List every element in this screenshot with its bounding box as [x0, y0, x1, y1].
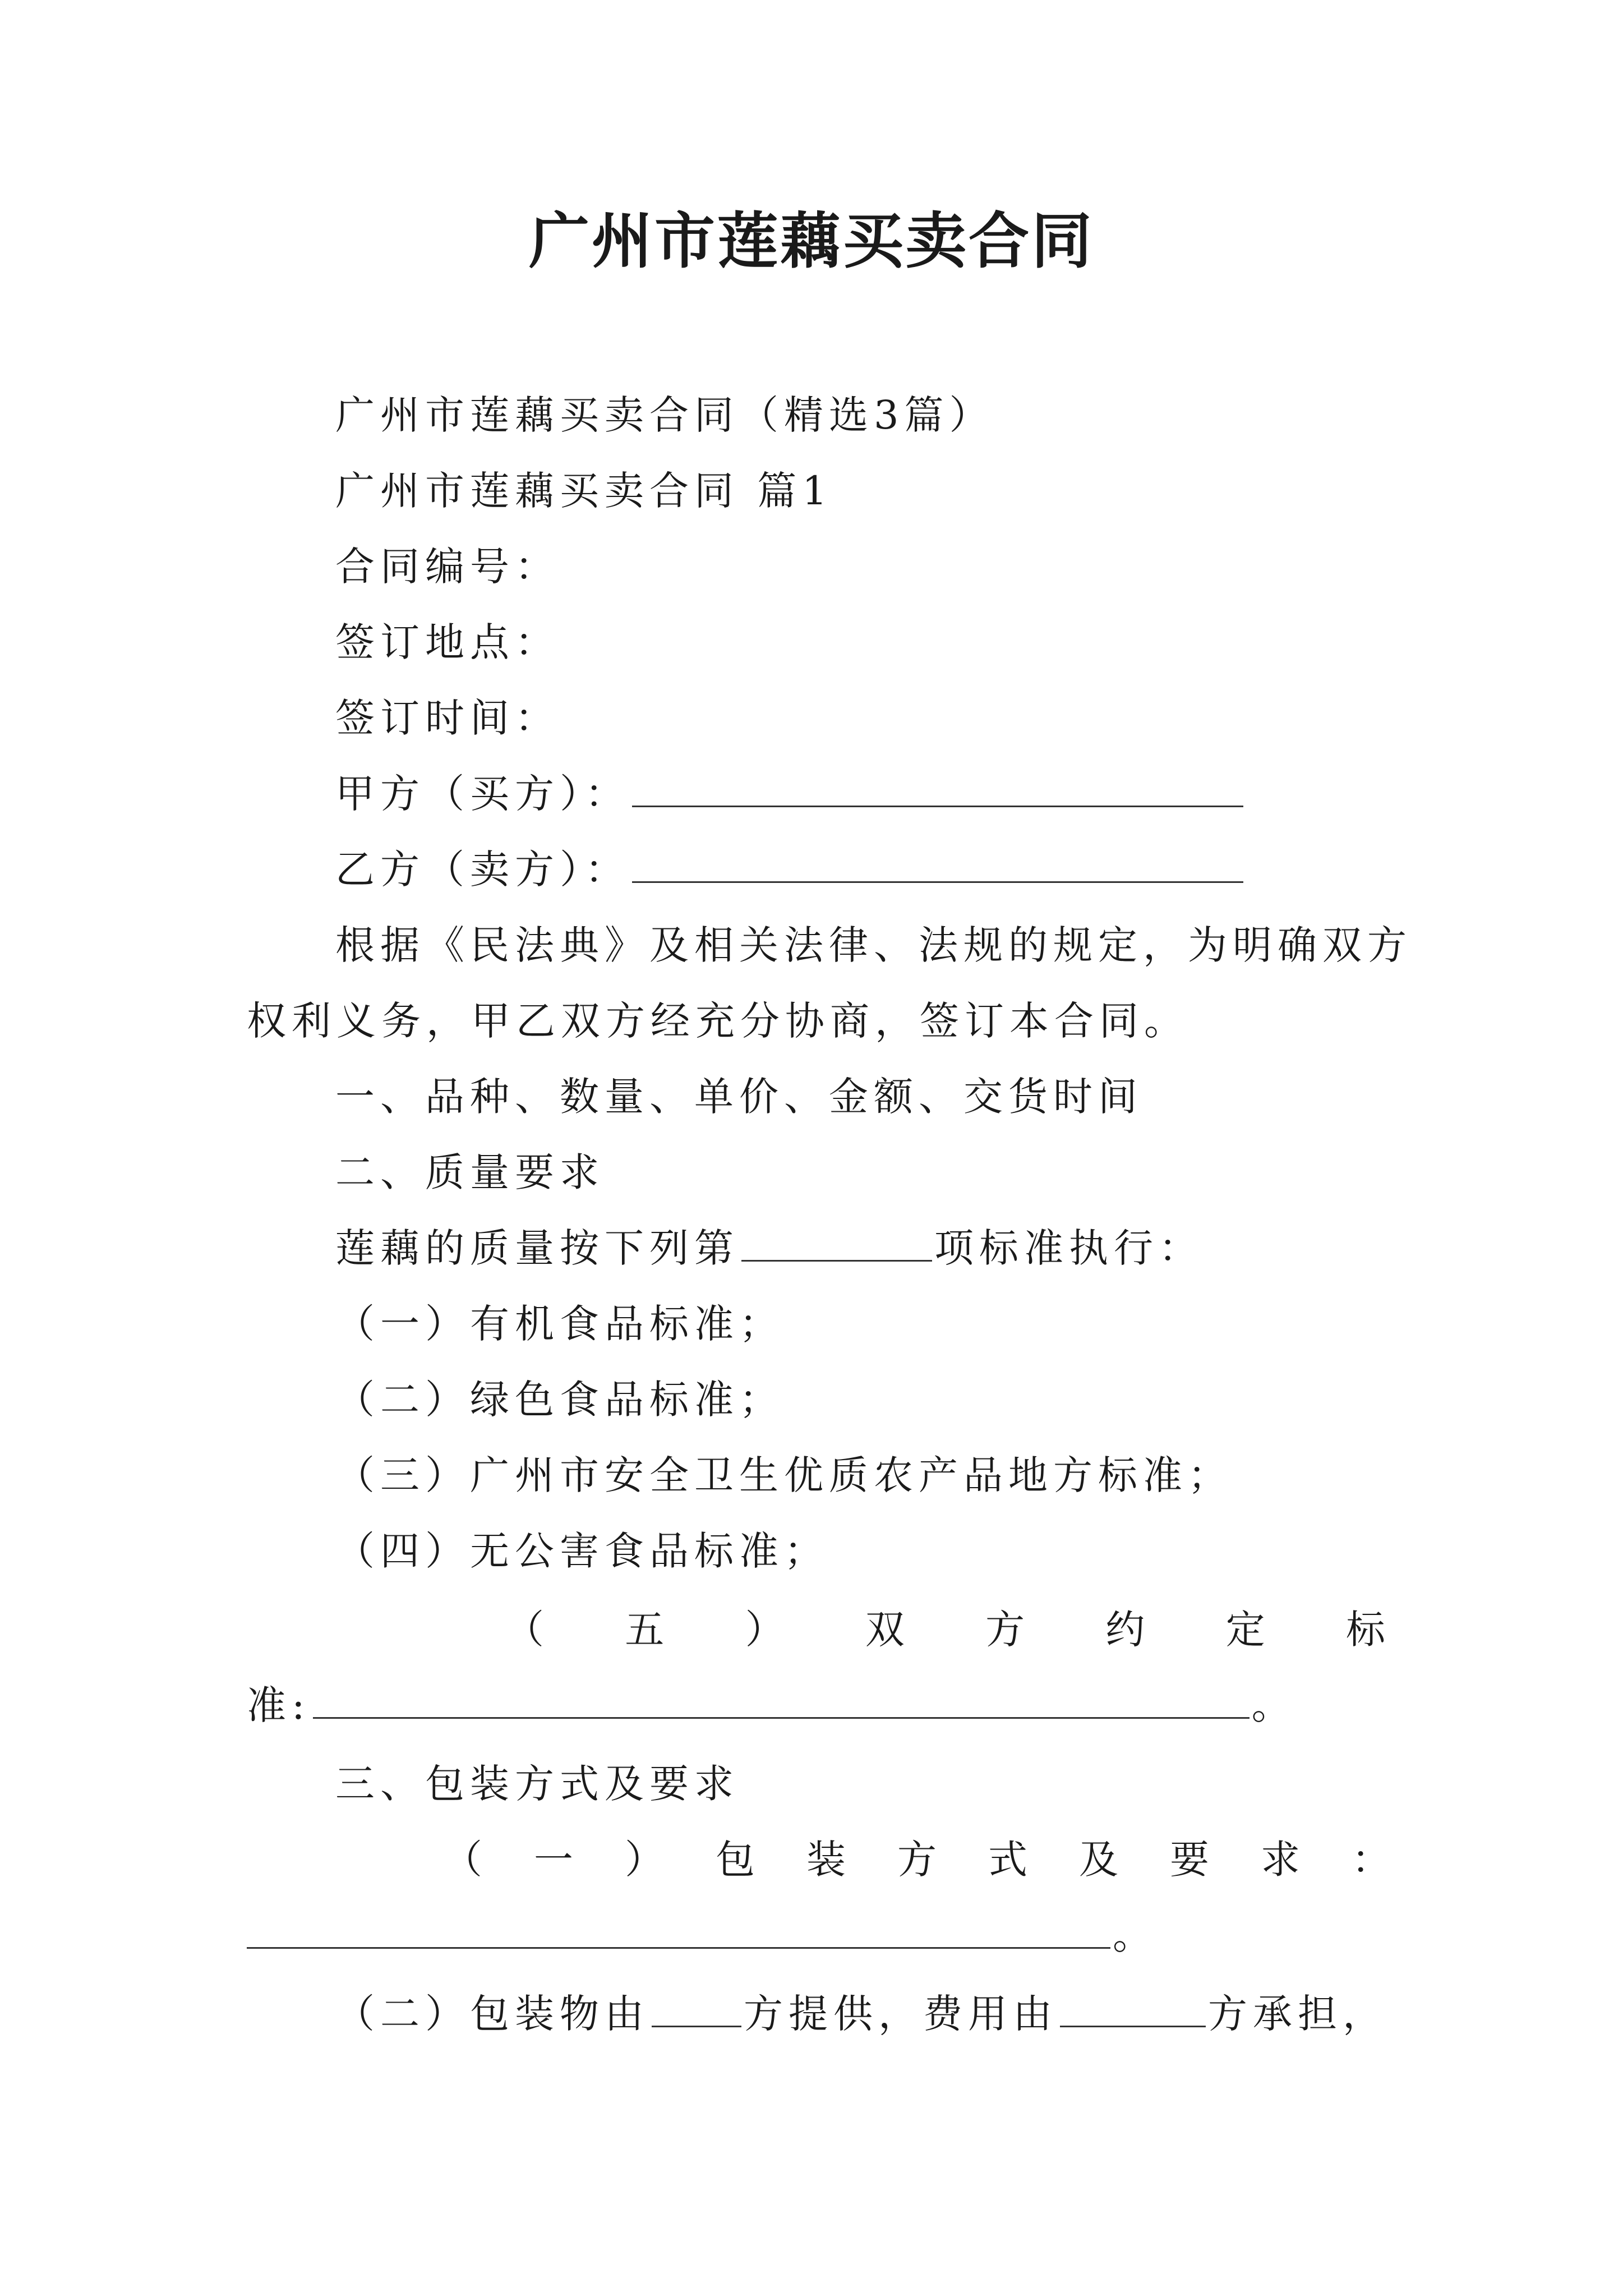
packaging-2-row — [335, 1986, 1387, 2042]
party-a-row — [335, 766, 1246, 822]
pack1-char: ： — [1352, 1837, 1391, 1883]
std5-char: 五 — [625, 1607, 665, 1653]
standard-5-spread-line — [505, 1602, 1385, 1658]
pack1-char: 及 — [1079, 1837, 1118, 1883]
std5-char: 定 — [1225, 1607, 1265, 1653]
standard-2: （二）绿色食品标准； — [335, 1377, 784, 1423]
document-title: 广州市莲藕买卖合同 — [528, 206, 1094, 277]
standard-3: （三）广州市安全卫生优质农产品地方标准； — [335, 1452, 1233, 1498]
pack1-char: 式 — [988, 1837, 1027, 1883]
intro-line-2: 权利义务，甲乙双方经充分协商，签订本合同。 — [247, 998, 1189, 1044]
std5-char: 标 — [1345, 1607, 1385, 1653]
section-3-heading: 三、包装方式及要求 — [335, 1761, 739, 1807]
part-heading: 广州市莲藕买卖合同 篇1 — [335, 468, 833, 514]
std5-char: 方 — [985, 1607, 1025, 1653]
section-1-heading: 一、品种、数量、单价、金额、交货时间 — [335, 1074, 1143, 1120]
pack2-text-post: 方承担， — [1208, 1991, 1387, 2037]
std5-char: ） — [745, 1607, 785, 1653]
std5-char: 约 — [1105, 1607, 1145, 1653]
pack2-text-pre: （二）包装物由 — [335, 1991, 649, 2037]
packaging-provider-blank — [652, 1986, 741, 2027]
quality-text-post: 项标准执行： — [934, 1225, 1204, 1271]
packaging-1-continuation — [247, 1907, 1158, 1963]
standard-4: （四）无公害食品标准； — [335, 1528, 829, 1574]
contract-number-label: 合同编号： — [335, 544, 560, 590]
party-b-blank — [632, 842, 1243, 883]
std5-char: （ — [505, 1607, 544, 1653]
std5-cont-text: 准: — [247, 1682, 311, 1728]
quality-text-pre: 莲藕的质量按下列第 — [335, 1225, 739, 1271]
subtitle: 广州市莲藕买卖合同（精选3篇） — [335, 392, 994, 438]
party-a-label: 甲方（买方）： — [335, 771, 630, 817]
sign-time-label: 签订时间： — [335, 695, 560, 741]
agreed-standard-blank — [313, 1678, 1249, 1719]
intro-line-1: 根据《民法典》及相关法律、法规的规定，为明确双方 — [335, 922, 1412, 968]
pack1-char: 一 — [534, 1837, 573, 1883]
party-b-label: 乙方（卖方）： — [335, 846, 630, 892]
pack2-text-mid: 方提供，费用由 — [744, 1991, 1058, 2037]
pack1-char: 包 — [716, 1837, 755, 1883]
quality-standard-row — [335, 1220, 1204, 1276]
standard-5-continuation — [247, 1677, 1297, 1733]
party-a-blank — [632, 766, 1243, 807]
standard-1: （一）有机食品标准； — [335, 1301, 784, 1347]
packaging-method-blank — [247, 1908, 1110, 1949]
std5-char: 双 — [865, 1607, 905, 1653]
pack1-char: 装 — [806, 1837, 846, 1883]
packaging-cost-blank — [1060, 1986, 1206, 2027]
pack1-char: 方 — [897, 1837, 937, 1883]
party-b-row — [335, 841, 1246, 898]
period: 。 — [1113, 1912, 1158, 1958]
pack1-char: 要 — [1170, 1837, 1209, 1883]
sign-place-label: 签订地点： — [335, 619, 560, 665]
period: 。 — [1251, 1682, 1297, 1728]
quality-standard-blank — [741, 1221, 932, 1262]
packaging-1-spread-line — [443, 1832, 1391, 1888]
pack1-char: （ — [443, 1837, 482, 1883]
section-2-heading: 二、质量要求 — [335, 1149, 605, 1195]
pack1-char: ） — [625, 1837, 664, 1883]
pack1-char: 求 — [1261, 1837, 1300, 1883]
